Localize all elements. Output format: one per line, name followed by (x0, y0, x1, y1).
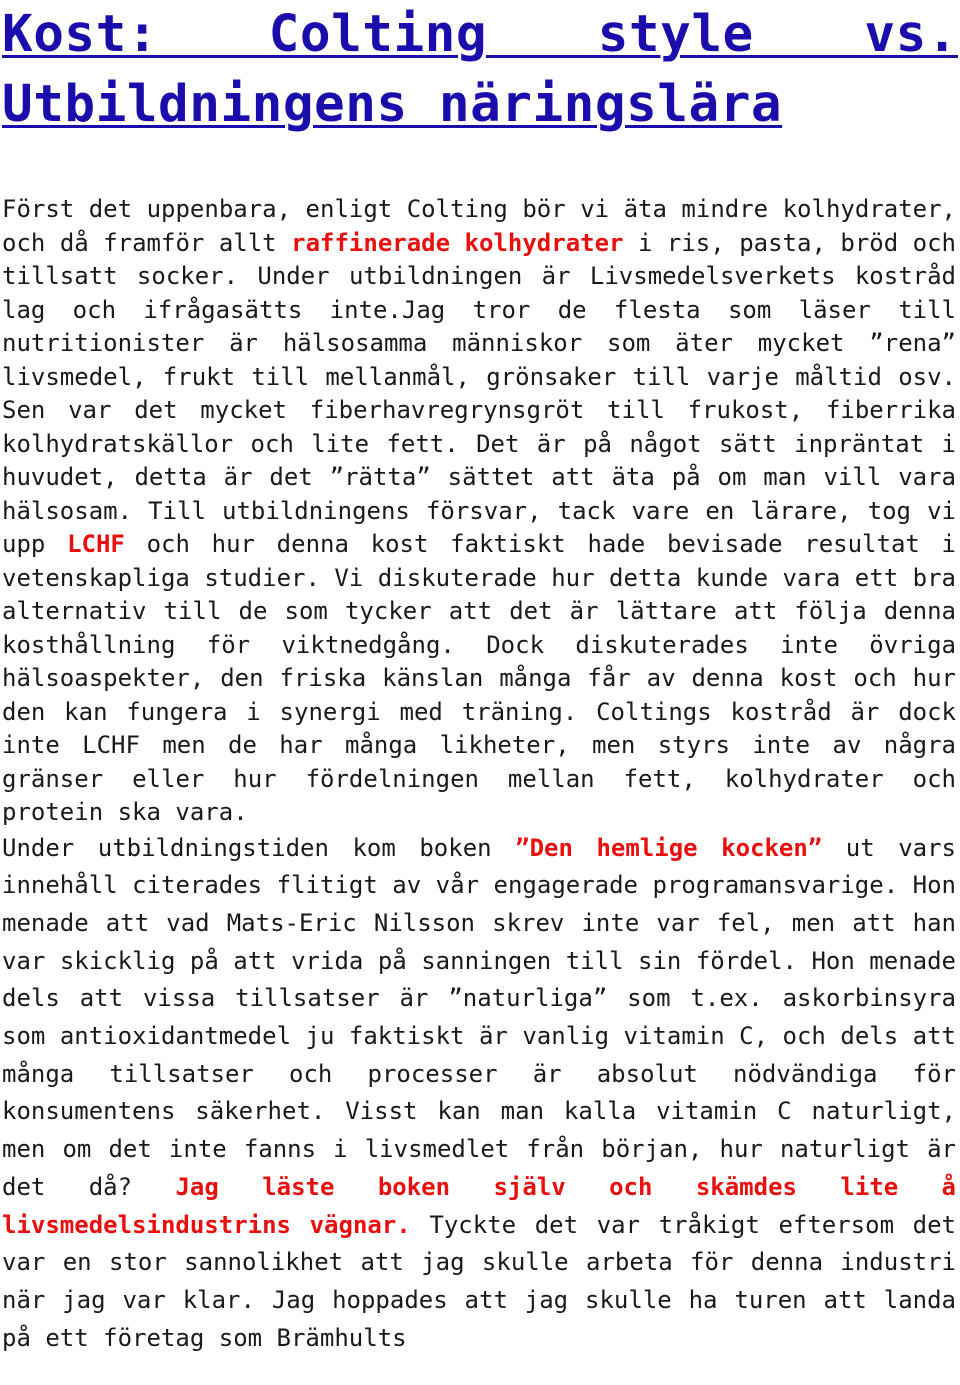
paragraph-1-text-1: Först det uppenbara, enligt Colting bör vi äta mindre kolhydrater, och då framför allt (2, 195, 956, 257)
highlight-book-title: ”Den hemlige kocken” (515, 833, 823, 862)
article-body (0, 193, 956, 1357)
paragraph-1-text-3: Jag tror de flesta som läser till nutritionister är hälsosamma människor som äter mycket ”rena” livsmedel, frukt till mellanmål, grönsaker till varje måltid osv. Sen var det mycket fiberhavregrynsgröt till frukost, fiberrika kolhydratskällor och lite fett. Det är på något sätt inpräntat i huvudet, detta är det ”rätta” sättet att äta på om man vill vara hälsosam. Till utbildningens försvar, tack vare en lärare, tog vi upp (2, 295, 957, 558)
paragraph-1-text-4: och hur denna kost faktiskt hade bevisade resultat i vetenskapliga studier. Vi diskuterade hur detta kunde vara ett bra alternativ till de som tycker att det är lättare att följa denna kosthållning för viktnedgång. Dock diskuterades inte övriga hälsoaspekter, den friska känslan många får av denna kost och hur den kan fungera i synergi med träning. Coltings kostråd är dock inte LCHF men de har många likheter, men styrs inte av några gränser eller hur fördelningen mellan fett, kolhydrater och protein ska vara. (2, 530, 957, 826)
paragraph-2 (2, 830, 956, 1358)
paragraph-2-text-2: ut vars innehåll citerades flitigt av vår engagerade programansvarige. Hon menade att vad Mats-Eric Nilsson skrev inte var fel, men att han var skicklig på att vrida på sanningen till sin fördel. Hon menade dels att vissa tillsatser är ”naturliga” som t.ex. askorbinsyra som antioxidantmedel ju faktiskt är vanlig vitamin C, och dels att många tillsatser och processer är absolut nödvändiga för konsumentens säkerhet. Visst kan man kalla vitamin C naturligt, men om det inte fanns i livsmedlet från början, hur naturligt är det då? (2, 833, 957, 1201)
article-title[interactable]: Kost: Colting style vs. Utbildningens näringslära (2, 5, 958, 134)
highlight-ashamed-sentence: Jag läste boken själv och skämdes lite å livsmedelsindustrins vägnar. (2, 1172, 956, 1239)
title-container (0, 0, 960, 140)
highlight-refined-carbs: raffinerade kolhydrater (291, 228, 624, 257)
paragraph-1-text-2: i ris, pasta, bröd och tillsatt socker. Under utbildningen är Livsmedelsverkets kostråd lag och ifrågasätts inte. (2, 228, 956, 324)
highlight-lchf: LCHF (67, 530, 125, 558)
paragraph-2-text-3: Tyckte det var tråkigt eftersom det var en stor sannolikhet att jag skulle arbeta för denna industri när jag var klar. Jag hoppades att jag skulle ha turen att landa på ett företag som Brämhults (2, 1210, 957, 1352)
paragraph-2-text-1: Under utbildningstiden kom boken (2, 833, 516, 862)
paragraph-1 (2, 193, 956, 830)
